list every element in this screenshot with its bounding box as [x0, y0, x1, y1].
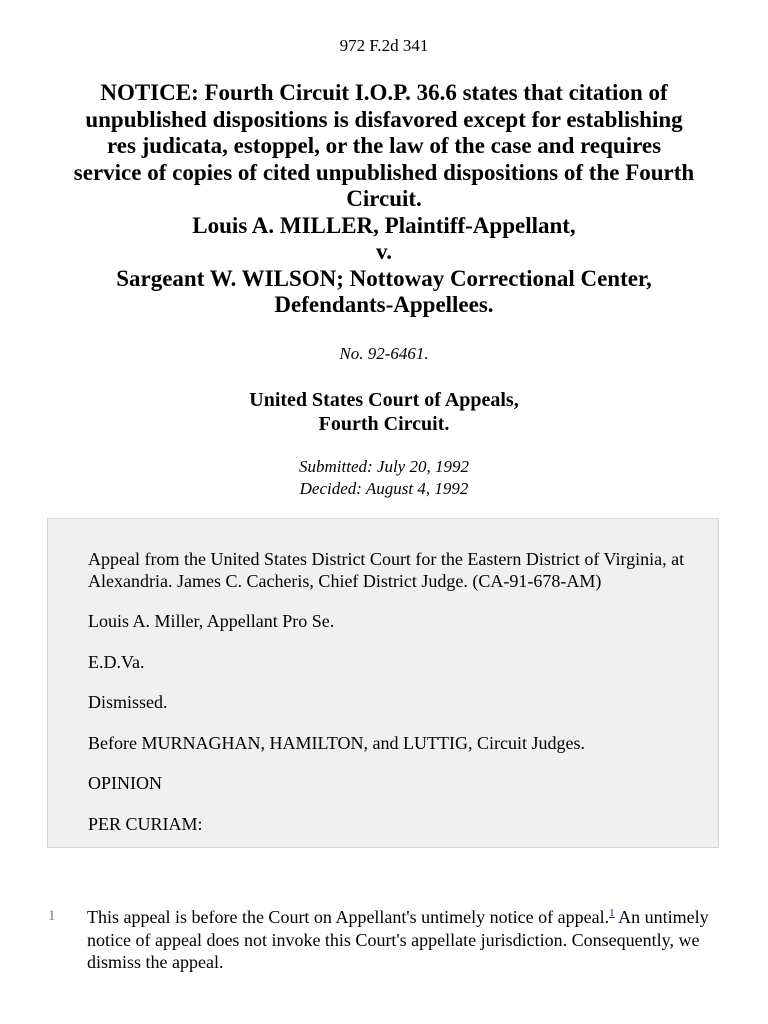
paragraph-text [87, 906, 712, 974]
paragraph-text-end: An untimely notice of appeal does not invoke this Court's appellate jurisdiction. Consequently, we dismiss the appeal. [87, 907, 709, 972]
decided-date: Decided: August 4, 1992 [299, 479, 469, 498]
court-name [0, 388, 768, 436]
notice-line: service of copies of cited unpublished dispositions of the Fourth [73, 159, 695, 185]
counsel-text: Louis A. Miller, Appellant Pro Se. [88, 611, 335, 631]
per-curiam-label: PER CURIAM: [88, 813, 203, 834]
notice-line: res judicata, estoppel, or the law of the case and requires [106, 133, 662, 158]
court-circuit-line: Fourth Circuit. [318, 413, 450, 435]
district-text: E.D.Va. [88, 651, 145, 672]
case-summary-content [88, 549, 688, 854]
defendant-caption-role: Defendants-Appellees. [274, 292, 494, 317]
court-name-line: United States Court of Appeals, [249, 389, 519, 411]
defendant-caption: Sargeant W. WILSON; Nottoway Correctional Center, [116, 265, 652, 291]
versus-caption: v. [376, 239, 392, 264]
reporter-citation: 972 F.2d 341 [339, 36, 429, 55]
plaintiff-caption: Louis A. MILLER, Plaintiff-Appellant, [192, 212, 576, 238]
decision-dates [0, 456, 768, 500]
case-heading [30, 80, 738, 319]
panel-text: Before MURNAGHAN, HAMILTON, and LUTTIG, Circuit Judges. [88, 732, 585, 753]
disposition-text: Dismissed. [88, 692, 168, 712]
submitted-date: Submitted: July 20, 1992 [299, 457, 469, 476]
paragraph-text-start: This appeal is before the Court on Appellant's untimely notice of appeal. [87, 907, 610, 927]
notice-line: unpublished dispositions is disfavored except for establishing [85, 106, 683, 132]
appeal-from-text: Appeal from the United States District Court for the Eastern District of Virginia, at Alexandria. James C. Cacheris, Chief District Judge. (CA-91-678-AM) [88, 549, 685, 591]
case-summary-box [47, 518, 719, 848]
opinion-label: OPINION [88, 773, 162, 793]
paragraph-number: 1 [48, 908, 56, 924]
footnote-link[interactable]: 1 [609, 907, 615, 919]
notice-line: Circuit. [346, 186, 422, 211]
notice-line: NOTICE: Fourth Circuit I.O.P. 36.6 states that citation of [100, 80, 668, 105]
docket-number: No. 92-6461. [339, 344, 429, 363]
